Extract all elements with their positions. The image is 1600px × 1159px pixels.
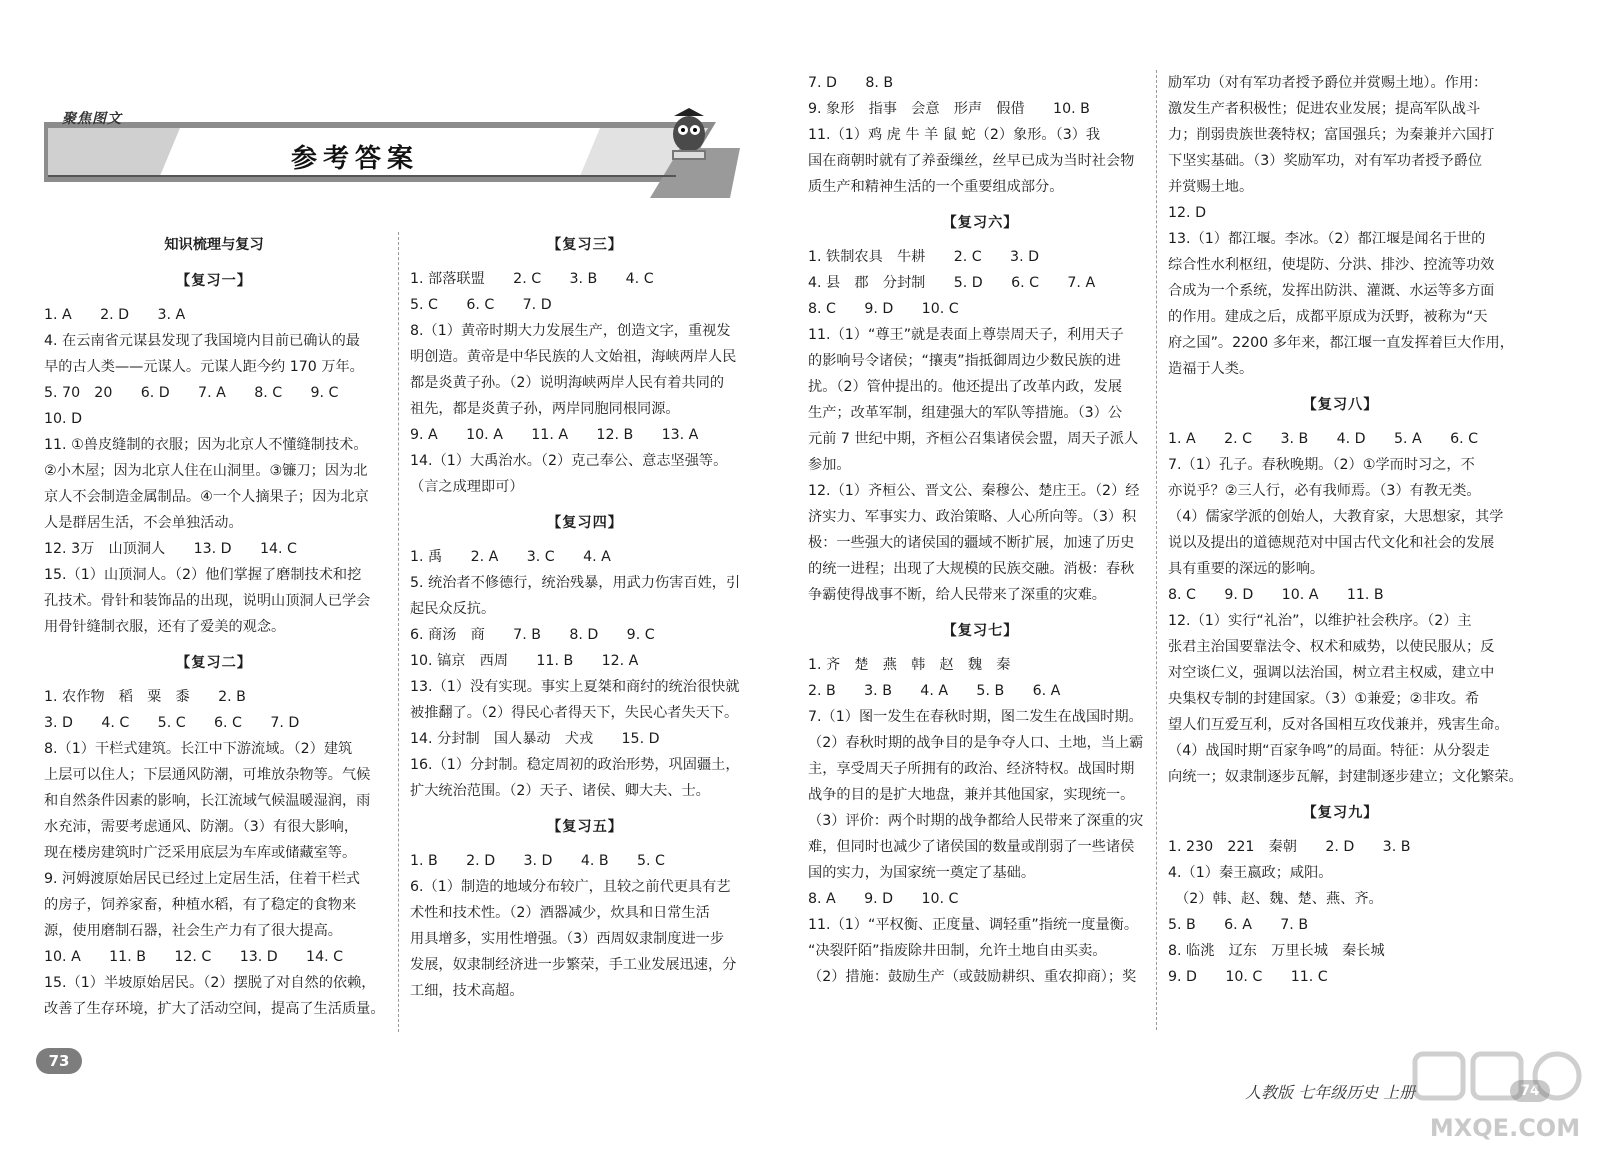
section-heading: 【复习九】 [1302, 805, 1379, 821]
answer-line: 8. C 9. D 10. C [808, 301, 959, 317]
answer-line: 6.（1）制造的地域分布较广，且较之前代更具有艺 [410, 879, 731, 895]
answer-column-3 [808, 70, 1153, 990]
answer-column-1 [44, 232, 384, 1022]
publisher-logo: 聚焦图文 [62, 111, 122, 127]
answer-line: 央集权专制的封建国家。（3）①兼爱；②非攻。希 [1168, 691, 1480, 707]
right-page [790, 0, 1600, 1159]
answer-line: 12. 3万 山顶洞人 13. D 14. C [44, 541, 297, 557]
answer-line: 15.（1）山顶洞人。（2）他们掌握了磨制技术和挖 [44, 567, 362, 583]
answer-line: 1. A 2. C 3. B 4. D 5. A 6. C [1168, 431, 1479, 447]
answer-line: 具有重要的深远的影响。 [1168, 561, 1325, 577]
section-heading: 【复习六】 [942, 215, 1019, 231]
answer-line: 发展，奴隶制经济进一步繁荣，手工业发展迅速，分 [410, 957, 737, 973]
answer-line: 13.（1）都江堰。李冰。（2）都江堰是闻名于世的 [1168, 231, 1486, 247]
answer-line: 造福于人类。 [1168, 361, 1254, 377]
answer-line: （2）韩、赵、魏、楚、燕、齐。 [1168, 891, 1383, 907]
answer-line: 对空谈仁义，强调以法治国，树立君主权威，建立中 [1168, 665, 1495, 681]
answer-line: 1. 齐 楚 燕 韩 赵 魏 秦 [808, 657, 1011, 673]
answer-line: 励军功（对有军功者授予爵位并赏赐土地）。作用： [1168, 75, 1488, 91]
answer-line: 的统一进程；出现了大规模的民族交融。消极：春秋 [808, 561, 1135, 577]
section-heading: 【复习八】 [1302, 397, 1379, 413]
answer-line: 4.（1）秦王嬴政；咸阳。 [1168, 865, 1333, 881]
answer-line: 13.（1）没有实现。事实上夏桀和商纣的统治很快就 [410, 679, 740, 695]
answer-line: 14. 分封制 国人暴动 犬戎 15. D [410, 731, 660, 747]
watermark-text: MXQE.COM [1429, 1114, 1581, 1142]
answer-line: 1. B 2. D 3. D 4. B 5. C [410, 853, 665, 869]
answer-line: 9. 河姆渡原始居民已经过上定居生活，住着干栏式 [44, 871, 360, 887]
column-divider [1156, 70, 1157, 1030]
answer-line: ②小木屋；因为北京人住在山洞里。③镰刀；因为北 [44, 463, 368, 479]
answer-line: （4）战国时期“百家争鸣”的局面。特征：从分裂走 [1168, 743, 1490, 759]
page-title: 参考答案 [290, 144, 419, 174]
answer-line: 4. 县 郡 分封制 5. D 6. C 7. A [808, 275, 1096, 291]
answer-line: 参加。 [808, 457, 851, 473]
answer-line: 工细，技术高超。 [410, 983, 524, 999]
answer-line: 用骨针缝制衣服，还有了爱美的观念。 [44, 619, 286, 635]
answer-line: 望人们互爱互利，反对各国相互攻伐兼并，残害生命。 [1168, 717, 1509, 733]
section-heading: 【复习五】 [547, 819, 623, 835]
answer-line: 早的古人类——元谋人。元谋人距今约 170 万年。 [44, 359, 364, 375]
answer-line: 1. 铁制农具 牛耕 2. C 3. D [808, 249, 1040, 265]
answer-line: 8. A 9. D 10. C [808, 891, 959, 907]
answer-line: 11.（1）鸡 虎 牛 羊 鼠 蛇（2）象形。（3）我 [808, 127, 1101, 143]
answer-line: 战争的目的是扩大地盘，兼并其他国家，实现统一。 [808, 787, 1135, 803]
answer-line: 人是群居生活，不会单独活动。 [44, 515, 243, 531]
answer-line: 扰。（2）管仲提出的。他还提出了改革内政，发展 [808, 379, 1123, 395]
answer-line: 10. 镐京 西周 11. B 12. A [410, 653, 639, 669]
answer-line: 7.（1）图一发生在春秋时期，图二发生在战国时期。 [808, 709, 1143, 725]
answer-line: 上层可以住人；下层通风防潮，可堆放杂物等。气候 [44, 767, 371, 783]
answer-line: 府之国”。2200 多年来，都江堰一直发挥着巨大作用， [1168, 335, 1514, 351]
answer-line: 9. 象形 指事 会意 形声 假借 10. B [808, 101, 1090, 117]
answer-line: 的作用。建成之后，成都平原成为沃野，被称为“天 [1168, 309, 1488, 325]
answer-line: 极：一些强大的诸侯国的疆域不断扩展，加速了历史 [808, 535, 1135, 551]
section-heading: 【复习四】 [547, 515, 623, 531]
section-title: 知识梳理与复习 [164, 237, 264, 253]
answer-line: 5. B 6. A 7. B [1168, 917, 1309, 933]
answer-line: 主，享受周天子所拥有的政治、经济特权。战国时期 [808, 761, 1135, 777]
answer-line: 15.（1）半坡原始居民。（2）摆脱了对自然的依赖， [44, 975, 376, 991]
answer-line: 4. 在云南省元谋县发现了我国境内目前已确认的最 [44, 333, 360, 349]
answer-line: 祖先，都是炎黄子孙，两岸同胞同根同源。 [410, 401, 680, 417]
answer-line: “决裂阡陌”指废除井田制，允许土地自由买卖。 [808, 943, 1107, 959]
answer-line: （3）评价：两个时期的战争都给人民带来了深重的灾 [808, 813, 1144, 829]
left-page [0, 0, 790, 1159]
answer-line: 12.（1）齐桓公、晋文公、秦穆公、楚庄王。（2）经 [808, 483, 1140, 499]
answer-line: 现在楼房建筑时广泛采用底层为车库或储藏室等。 [44, 845, 357, 861]
answer-line: 京人不会制造金属制品。④一个人摘果子；因为北京 [44, 489, 369, 505]
answer-line: 被推翻了。（2）得民心者得天下，失民心者失天下。 [410, 705, 739, 721]
answer-column-4 [1168, 70, 1523, 990]
answer-line: 8. C 9. D 10. A 11. B [1168, 587, 1384, 603]
answer-line: 6. 商汤 商 7. B 8. D 9. C [410, 627, 655, 643]
section-heading: 【复习二】 [176, 655, 252, 671]
answer-line: 1. 禹 2. A 3. C 4. A [410, 549, 611, 565]
answer-line: 和自然条件因素的影响，长江流域气候温暖湿润，雨 [44, 793, 371, 809]
answer-line: 明创造。黄帝是中华民族的人文始祖，海峡两岸人民 [410, 349, 737, 365]
answer-line: 10. D [44, 411, 82, 427]
answer-line: 11.（1）“尊王”就是表面上尊崇周天子，利用天子 [808, 327, 1124, 343]
answer-column-2 [410, 232, 760, 1004]
reading-owl-icon [654, 104, 724, 174]
answer-line: 说以及提出的道德规范对中国古代文化和社会的发展 [1168, 535, 1495, 551]
answer-line: 激发生产者积极性；促进农业发展；提高军队战斗 [1168, 101, 1481, 117]
answer-line: 3. D 4. C 5. C 6. C 7. D [44, 715, 300, 731]
answer-line: 扩大统治范围。（2）天子、诸侯、卿大夫、士。 [410, 783, 710, 799]
answer-line: 合成为一个系统，发挥出防洪、灌溉、水运等多方面 [1168, 283, 1495, 299]
answer-line: 源，使用磨制石器，社会生产力有了很大提高。 [44, 923, 342, 939]
answer-line: 孔技术。骨针和装饰品的出现，说明山顶洞人已学会 [44, 593, 371, 609]
answer-line: 10. A 11. B 12. C 13. D 14. C [44, 949, 344, 965]
answer-line: 1. 农作物 稻 粟 黍 2. B [44, 689, 246, 705]
answer-line: 向统一；奴隶制逐步瓦解，封建制逐步建立；文化繁荣。 [1168, 769, 1523, 785]
answer-line: （言之成理即可） [410, 479, 524, 495]
answer-line: 力；削弱贵族世袭特权；富国强兵；为秦兼并六国打 [1168, 127, 1495, 143]
answer-line: 2. B 3. B 4. A 5. B 6. A [808, 683, 1061, 699]
answer-line: 11. ①兽皮缝制的衣服；因为北京人不懂缝制技术。 [44, 437, 368, 453]
answer-line: 国的实力，为国家统一奠定了基础。 [808, 865, 1036, 881]
answer-line: 改善了生存环境，扩大了活动空间，提高了生活质量。 [44, 1001, 385, 1017]
section-heading: 【复习一】 [176, 273, 252, 289]
answer-line: 5. C 6. C 7. D [410, 297, 552, 313]
answer-line: 8.（1）干栏式建筑。长江中下游流域。（2）建筑 [44, 741, 353, 757]
page-number-right: 74 [1510, 1080, 1550, 1102]
answer-line: 张君主治国要靠法令、权术和威势，以使民服从；反 [1168, 639, 1495, 655]
answer-line: 生产；改革军制，组建强大的军队等措施。（3）公 [808, 405, 1123, 421]
answer-line: 并赏赐土地。 [1168, 179, 1254, 195]
answer-line: 的影响号令诸侯；“攘夷”指抵御周边少数民族的进 [808, 353, 1121, 369]
answer-line: 7. D 8. B [808, 75, 894, 91]
answer-line: 用具增多，实用性增强。（3）西周奴隶制度进一步 [410, 931, 725, 947]
answer-line: 9. A 10. A 11. A 12. B 13. A [410, 427, 699, 443]
answer-line: 1. A 2. D 3. A [44, 307, 186, 323]
section-heading: 【复习七】 [942, 623, 1019, 639]
answer-line: 术性和技术性。（2）酒器减少，炊具和日常生活 [410, 905, 710, 921]
answer-line: 5. 70 20 6. D 7. A 8. C 9. C [44, 385, 339, 401]
answer-line: 难，但同时也减少了诸侯国的数量或削弱了一些诸侯 [808, 839, 1135, 855]
answer-line: 元前 7 世纪中期，齐桓公召集诸侯会盟，周天子派人 [808, 431, 1139, 447]
answer-line: 8. 临洮 辽东 万里长城 秦长城 [1168, 943, 1385, 959]
answer-line: 下坚实基础。（3）奖励军功，对有军功者授予爵位 [1168, 153, 1483, 169]
answer-line: 国在商朝时就有了养蚕缫丝，丝早已成为当时社会物 [808, 153, 1135, 169]
answer-line: （4）儒家学派的创始人，大教育家，大思想家，其学 [1168, 509, 1504, 525]
answer-line: 1. 230 221 秦朝 2. D 3. B [1168, 839, 1411, 855]
answer-line: 9. D 10. C 11. C [1168, 969, 1328, 985]
answer-line: 起民众反抗。 [410, 601, 496, 617]
answer-line: 5. 统治者不修德行，统治残暴，用武力伤害百姓，引 [410, 575, 741, 591]
answer-line: 12.（1）实行“礼治”，以维护社会秩序。（2）主 [1168, 613, 1472, 629]
answer-line: （2）春秋时期的战争目的是争夺人口、土地，当上霸 [808, 735, 1144, 751]
answer-line: 11.（1）“平权衡、正度量、调轻重”指统一度量衡。 [808, 917, 1139, 933]
page-number-left: 73 [36, 1048, 82, 1074]
watermark-logo [1405, 1048, 1600, 1148]
answer-line: 7.（1）孔子。春秋晚期。（2）①学而时习之，不 [1168, 457, 1475, 473]
answer-line: 亦说乎？②三人行，必有我师焉。（3）有教无类。 [1168, 483, 1481, 499]
answer-line: 8.（1）黄帝时期大力发展生产，创造文字，重视发 [410, 323, 731, 339]
section-heading: 【复习三】 [547, 237, 623, 253]
answer-line: 14.（1）大禹治水。（2）克己奉公、意志坚强等。 [410, 453, 728, 469]
column-divider [398, 232, 399, 1032]
answer-line: 质生产和精神生活的一个重要组成部分。 [808, 179, 1064, 195]
answer-line: 综合性水利枢纽，使堤防、分洪、排沙、控流等功效 [1168, 257, 1495, 273]
answer-line: 16.（1）分封制。稳定周初的政治形势，巩固疆土， [410, 757, 740, 773]
answer-line: （2）措施：鼓励生产（或鼓励耕织、重农抑商）；奖 [808, 969, 1137, 985]
answer-line: 水充沛，需要考虑通风、防潮。（3）有很大影响， [44, 819, 359, 835]
book-edition-footer: 人教版 七年级历史 上册 [1245, 1083, 1416, 1102]
answer-line: 济实力、军事实力、政治策略、人心所向等。（3）积 [808, 509, 1137, 525]
answer-line: 的房子，饲养家畜，种植水稻，有了稳定的食物来 [44, 897, 357, 913]
answer-line: 12. D [1168, 205, 1206, 221]
answer-line: 都是炎黄子孙。（2）说明海峡两岸人民有着共同的 [410, 375, 725, 391]
answer-line: 争霸使得战事不断，给人民带来了深重的灾难。 [808, 587, 1106, 603]
answer-line: 1. 部落联盟 2. C 3. B 4. C [410, 271, 654, 287]
